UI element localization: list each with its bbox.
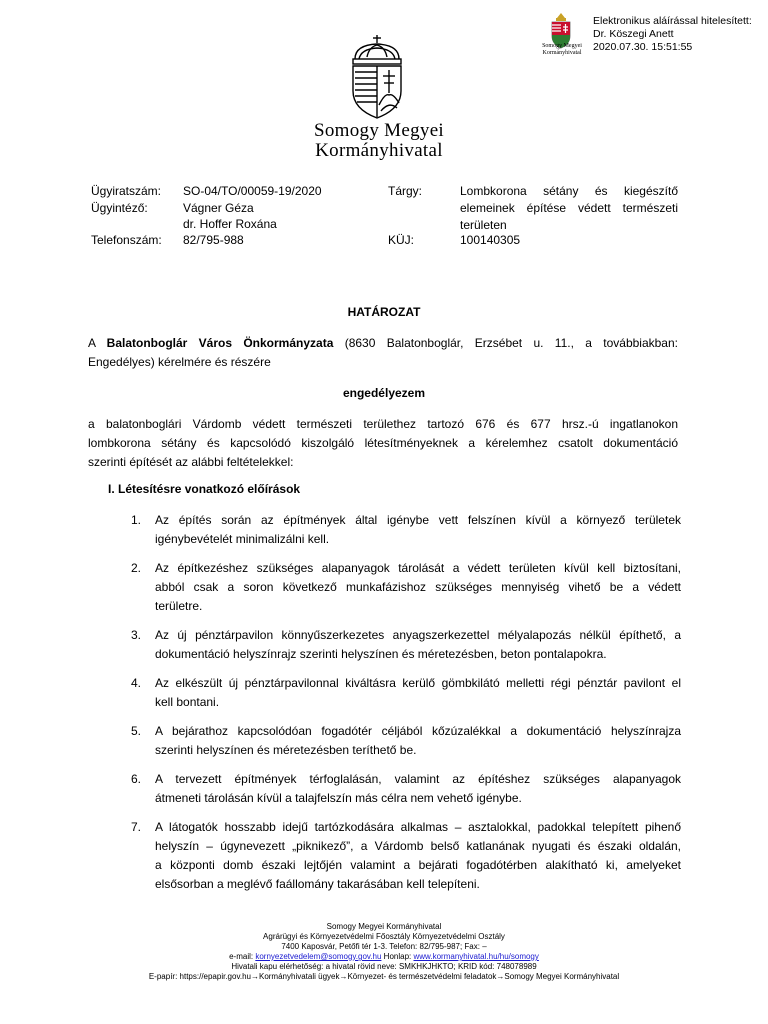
condition-text-line: Az építés során az építmények által igénybe vett felszínen kívül a környező területek <box>155 513 681 527</box>
footer-email-link[interactable]: kornyezetvedelem@somogy.gov.hu <box>255 952 382 961</box>
footer-line-5: Hivatali kapu elérhetőség: a hivatal rövid neve: SMKHKJHKTO; KRID kód: 748078989 <box>231 962 537 971</box>
permit-line-1: a balatonboglári Várdomb védett természeti területhez tartozó 676 és 677 hrsz.-ú ingatlanokon <box>88 417 678 431</box>
condition-number: 6. <box>131 772 142 786</box>
intro-prefix: A <box>88 336 107 350</box>
kuj-label: KÜJ: <box>388 233 415 247</box>
condition-text-line: kell bontani. <box>155 695 220 709</box>
applicant-name: Balatonboglár Város Önkormányzata <box>106 336 334 350</box>
case-number-label: Ügyiratszám: <box>91 184 162 198</box>
condition-text <box>155 559 681 616</box>
signature-line-1: Elektronikus aláírással hitelesített: <box>593 15 752 27</box>
footer-line-4 <box>0 952 768 962</box>
decision-word: engedélyezem <box>342 386 426 400</box>
document-title: HATÁROZAT <box>347 305 421 319</box>
coat-of-arms-icon <box>341 33 413 121</box>
condition-text <box>155 722 681 760</box>
condition-text-line: igénybevételét minimalizálni kell. <box>155 532 330 546</box>
case-number-value: SO-04/TO/00059-19/2020 <box>183 184 322 198</box>
authority-name-line-2: Kormányhivatal <box>315 140 443 161</box>
intro-line-1 <box>88 334 678 353</box>
footer-web-link[interactable]: www.kormanyhivatal.hu/hu/somogy <box>413 952 539 961</box>
issuing-authority-name <box>284 121 474 161</box>
footer-line-6: E-papír: https://epapir.gov.hu→Kormányhivatali ügyek→Környezet- és természetvédelmi feladatok→Somogy Megyei Kormányhivatal <box>148 972 620 981</box>
condition-text-line: abból csak a soron következő munkafázishoz szükséges mennyiség vihető be a védett <box>155 580 681 594</box>
phone-value: 82/795-988 <box>183 233 244 247</box>
small-seal-caption-line-2: Kormányhivatal <box>542 50 582 56</box>
permit-line-2: lombkorona sétány és kapcsolódó kiszolgáló létesítményeknek a kérelemhez csatolt dokumentáció <box>88 436 678 450</box>
intro-line-1-rest: (8630 Balatonboglár, Erzsébet u. 11., a továbbiakban: <box>333 336 678 350</box>
condition-text-line: helyszín – úgynevezett „piknikező”, a Várdomb belső katlanának nyugati és északi oldalán, <box>155 839 681 853</box>
case-officer-label: Ügyintéző: <box>91 201 148 215</box>
footer-line-3: 7400 Kaposvár, Petőfi tér 1-3. Telefon: 82/795-987; Fax: – <box>281 942 487 951</box>
authority-name-line-1: Somogy Megyei <box>313 120 445 141</box>
case-officer-value-1: Vágner Géza <box>183 201 254 215</box>
phone-label: Telefonszám: <box>91 233 162 247</box>
subject-line-2: elemeinek építése védett természeti <box>460 201 678 215</box>
footer-web-label: Honlap: <box>381 952 414 961</box>
condition-text <box>155 511 681 549</box>
condition-number: 2. <box>131 561 142 575</box>
intro-line-2: Engedélyes) kérelmére és részére <box>88 355 271 369</box>
subject-value <box>460 183 678 234</box>
condition-number: 1. <box>131 513 142 527</box>
condition-text-line: A tervezett építmények térfoglalásán, valamint az építéshez szükséges alapanyagok <box>155 772 681 786</box>
signature-line-3: 2020.07.30. 15:51:55 <box>593 41 693 53</box>
section-heading: I. Létesítésre vonatkozó előírások <box>108 482 301 496</box>
condition-text-line: A bejárathoz kapcsolódóan fogadótér céljából kőzúzalékkal a dokumentáció helyszínrajza <box>155 724 681 738</box>
condition-number: 5. <box>131 724 142 738</box>
electronic-signature-block <box>593 15 752 54</box>
condition-number: 3. <box>131 628 142 642</box>
intro-paragraph <box>88 334 678 372</box>
condition-text-line: a központi domb északi lejtőjén valamint a bejárati fogadótérben alakítható ki, amelyeket <box>155 858 681 872</box>
condition-text-line: Az építkezéshez szükséges alapanyagok tárolását a védett területen kívül kell biztosítani, <box>155 561 681 575</box>
footer-line-2: Agrárügyi és Környezetvédelmi Főosztály Környezetvédelmi Osztály <box>263 932 505 941</box>
condition-number: 7. <box>131 820 142 834</box>
condition-text-line: Az elkészült új pénztárpavilonnal kiváltásra kerülő gömbkilátó melletti régi pénztár pavilont el <box>155 676 681 690</box>
footer-email-label: e-mail: <box>229 952 256 961</box>
permit-paragraph <box>88 415 678 472</box>
small-seal-caption-line-1: Somogy Megyei <box>542 43 582 49</box>
condition-text-line: szerinti helyszínen és méretezésben teríthető be. <box>155 743 417 757</box>
condition-text-line: átmeneti tárolásán kívül a talajfelszín más célra nem vehető igénybe. <box>155 791 522 805</box>
condition-text <box>155 818 681 894</box>
condition-text-line: dokumentáció helyszínrajz szerinti helyszínen és méretezésben, beton pontalapokra. <box>155 647 607 661</box>
condition-text-line: Az új pénztárpavilon könnyűszerkezetes anyagszerkezettel mélyalapozás nélkül építhető, a <box>155 628 681 642</box>
permit-line-3: szerinti építését az alábbi feltételekkel: <box>88 455 294 469</box>
subject-label: Tárgy: <box>388 184 423 198</box>
footer-line-1: Somogy Megyei Kormányhivatal <box>326 922 442 931</box>
condition-text <box>155 626 681 664</box>
condition-text-line: A látogatók hosszabb idejű tartózkodására alkalmas – asztalokkal, padokkal telepített pihenő <box>155 820 681 834</box>
condition-text <box>155 770 681 808</box>
case-officer-value-2: dr. Hoffer Roxána <box>183 217 277 231</box>
page-footer <box>0 922 768 982</box>
small-seal-caption <box>532 43 592 57</box>
condition-text-line: elsősorban a meglévő faállomány takarásában kell telepíteni. <box>155 877 480 891</box>
subject-line-1: Lombkorona sétány és kiegészítő <box>460 184 678 198</box>
condition-number: 4. <box>131 676 142 690</box>
signature-line-2: Dr. Köszegi Anett <box>593 28 674 40</box>
condition-text-line: területre. <box>155 599 203 613</box>
condition-text <box>155 674 681 712</box>
subject-line-3: területen <box>460 218 507 232</box>
kuj-value: 100140305 <box>460 233 521 247</box>
